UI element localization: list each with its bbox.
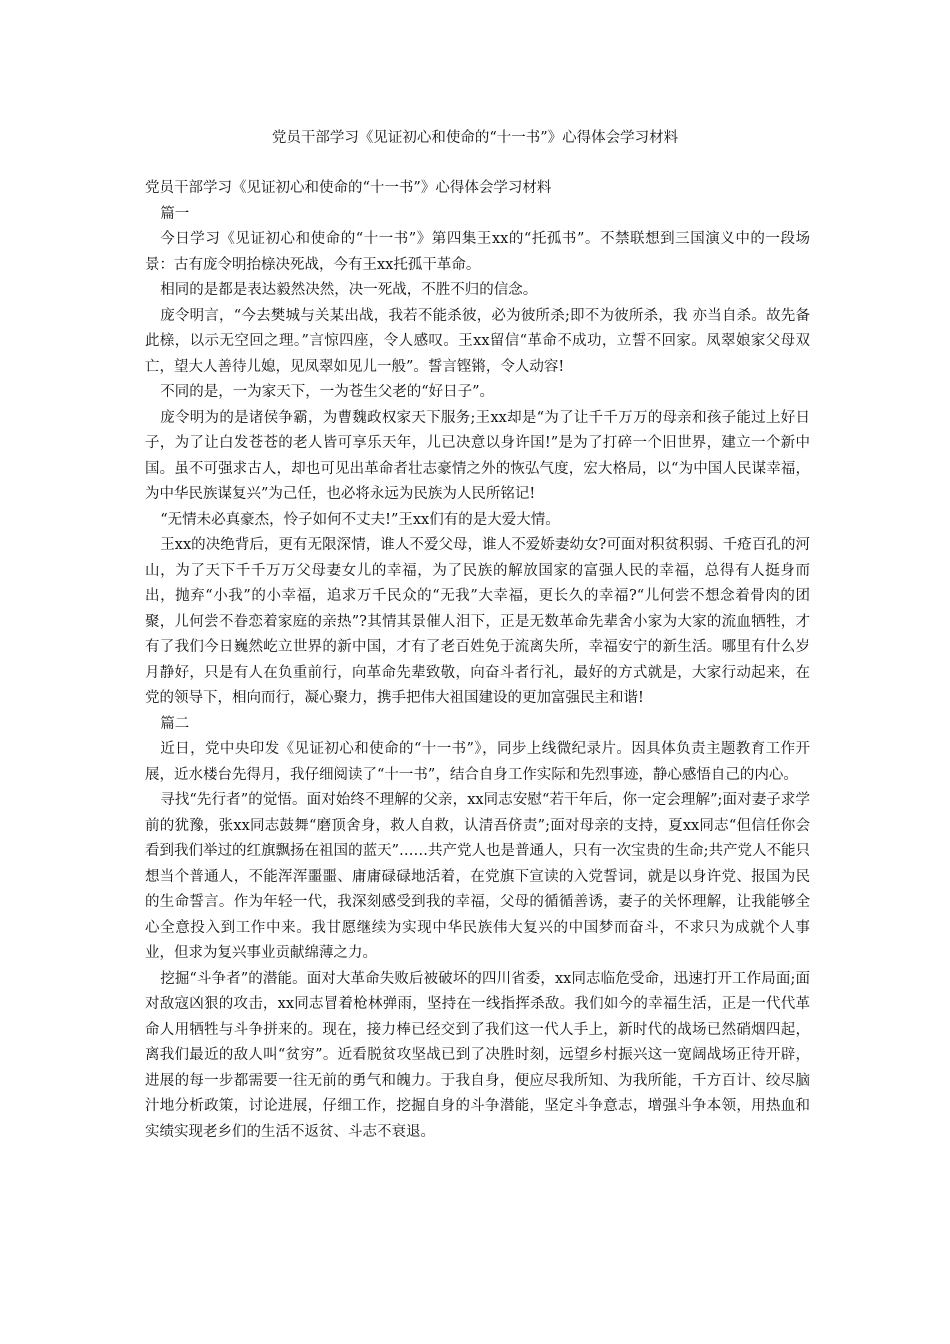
body-paragraph: 庞令明为的是诸侯争霸，为曹魏政权家天下服务;王xx却是“为了让千千万万的母亲和孩子能过上好日子，为了让白发苍苍的老人皆可享乐天年，儿已决意以身许国!”是为了打碎一个旧世界，建立一个新中国。虽不可强求古人，却也可见出革命者壮志豪情之外的恢弘气度，宏大格局，以“为中国人民谋幸福，为中华民族谋复兴”为己任，也必将永远为民族为人民所铭记!: [145, 409, 810, 502]
body-paragraph: 近日，党中央印发《见证初心和使命的“十一书”》，同步上线微纪录片。因具体负责主题教育工作开展，近水楼台先得月，我仔细阅读了“十一书”，结合自身工作实际和先烈事迹，静心感悟自己的内心。: [145, 741, 810, 783]
body-paragraph: 不同的是，一为家天下，一为苍生父老的“好日子”。: [160, 384, 495, 400]
body-paragraph: 相同的是都是表达毅然决然，决一死战，不胜不归的信念。: [160, 282, 538, 298]
body-paragraph: 挖掘“斗争者”的潜能。面对大革命失败后被破坏的四川省委，xx同志临危受命，迅速打开工作局面;面对敌寇凶狠的攻击，xx同志冒着枪林弹雨，坚持在一线指挥杀敌。我们如今的幸福生活，正是一代代革命人用牺牲与斗争拼来的。现在，接力棒已经交到了我们这一代人手上，新时代的战场已然硝烟四起，离我们最近的敌人叫“贫穷”。近看脱贫攻坚战已到了决胜时刻，远望乡村振兴这一宽阔战场正待开辟，进展的每一步都需要一往无前的勇气和魄力。于我自身，便应尽我所知、为我所能，千方百计、绞尽脑汁地分析政策，讨论进展，仔细工作，挖掘自身的斗争潜能，坚定斗争意志，增强斗争本领，用热血和实绩实现老乡们的生活不返贫、斗志不衰退。: [145, 970, 810, 1140]
body-paragraph: 篇二: [160, 715, 190, 732]
body-paragraph: 篇一: [160, 205, 190, 222]
body-paragraph: “无情未必真豪杰，怜子如何不丈夫!”王xx们有的是大爱大情。: [160, 511, 560, 528]
document-subtitle: 党员干部学习《见证初心和使命的“十一书”》心得体会学习材料: [145, 180, 552, 196]
document-title: 党员干部学习《见证初心和使命的“十一书”》心得体会学习材料: [271, 130, 679, 146]
body-paragraph: 庞令明言，“今去樊城与关某出战，我若不能杀彼，必为彼所杀;即不为彼所杀，我 亦当自杀。故先备此榇，以示无空回之理。”言惊四座，令人感叹。王xx留信“革命不成功，立誓不回家。凤翠娘家父母双亡，望大人善待儿媳，见凤翠如见儿一般”。誓言铿锵，令人动容!: [145, 307, 810, 375]
body-paragraph: 今日学习《见证初心和使命的“十一书”》第四集王xx的“托孤书”。不禁联想到三国演义中的一段场景：古有庞令明抬榇决死战，今有王xx托孤干革命。: [145, 231, 810, 273]
document-body: [145, 176, 810, 1145]
body-paragraph: 王xx的决绝背后，更有无限深情，谁人不爱父母，谁人不爱娇妻幼女?可面对积贫积弱、千疮百孔的河山，为了天下千千万万父母妻女儿的幸福，为了民族的解放国家的富强人民的幸福，总得有人挺身而出，抛弃“小我”的小幸福，追求万千民众的“无我”大幸福，更长久的幸福?“儿何尝不想念着骨肉的团聚，儿何尝不眷恋着家庭的亲热”?其情其景催人泪下，正是无数革命先辈舍小家为大家的流血牺牲，才有了我们今日巍然屹立世界的新中国，才有了老百姓免于流离失所，幸福安宁的新生活。哪里有什么岁月静好，只是有人在负重前行，向革命先辈致敬，向奋斗者行礼，最好的方式就是，大家行动起来，在党的领导下，相向而行，凝心聚力，携手把伟大祖国建设的更加富强民主和谐!: [145, 537, 810, 706]
body-paragraph: 寻找“先行者”的觉悟。面对始终不理解的父亲，xx同志安慰“若干年后，你一定会理解”;面对妻子求学前的犹豫，张xx同志鼓舞“磨顶舍身，救人自救，认清吾侪责”;面对母亲的支持，夏xx同志“但信任你会看到我们举过的红旗飘扬在祖国的蓝天”……共产党人也是普通人，只有一次宝贵的生命;共产党人不能只想当个普通人，不能浑浑噩噩、庸庸碌碌地活着，在党旗下宣读的入党誓词，就是以身许党、报国为民的生命誓言。作为年轻一代，我深刻感受到我的幸福，父母的循循善诱，妻子的关怀理解，让我能够全心全意投入到工作中来。我甘愿继续为实现中华民族伟大复兴的中国梦而奋斗，不求只为成就个人事业，但求为复兴事业贡献绵薄之力。: [145, 792, 810, 961]
